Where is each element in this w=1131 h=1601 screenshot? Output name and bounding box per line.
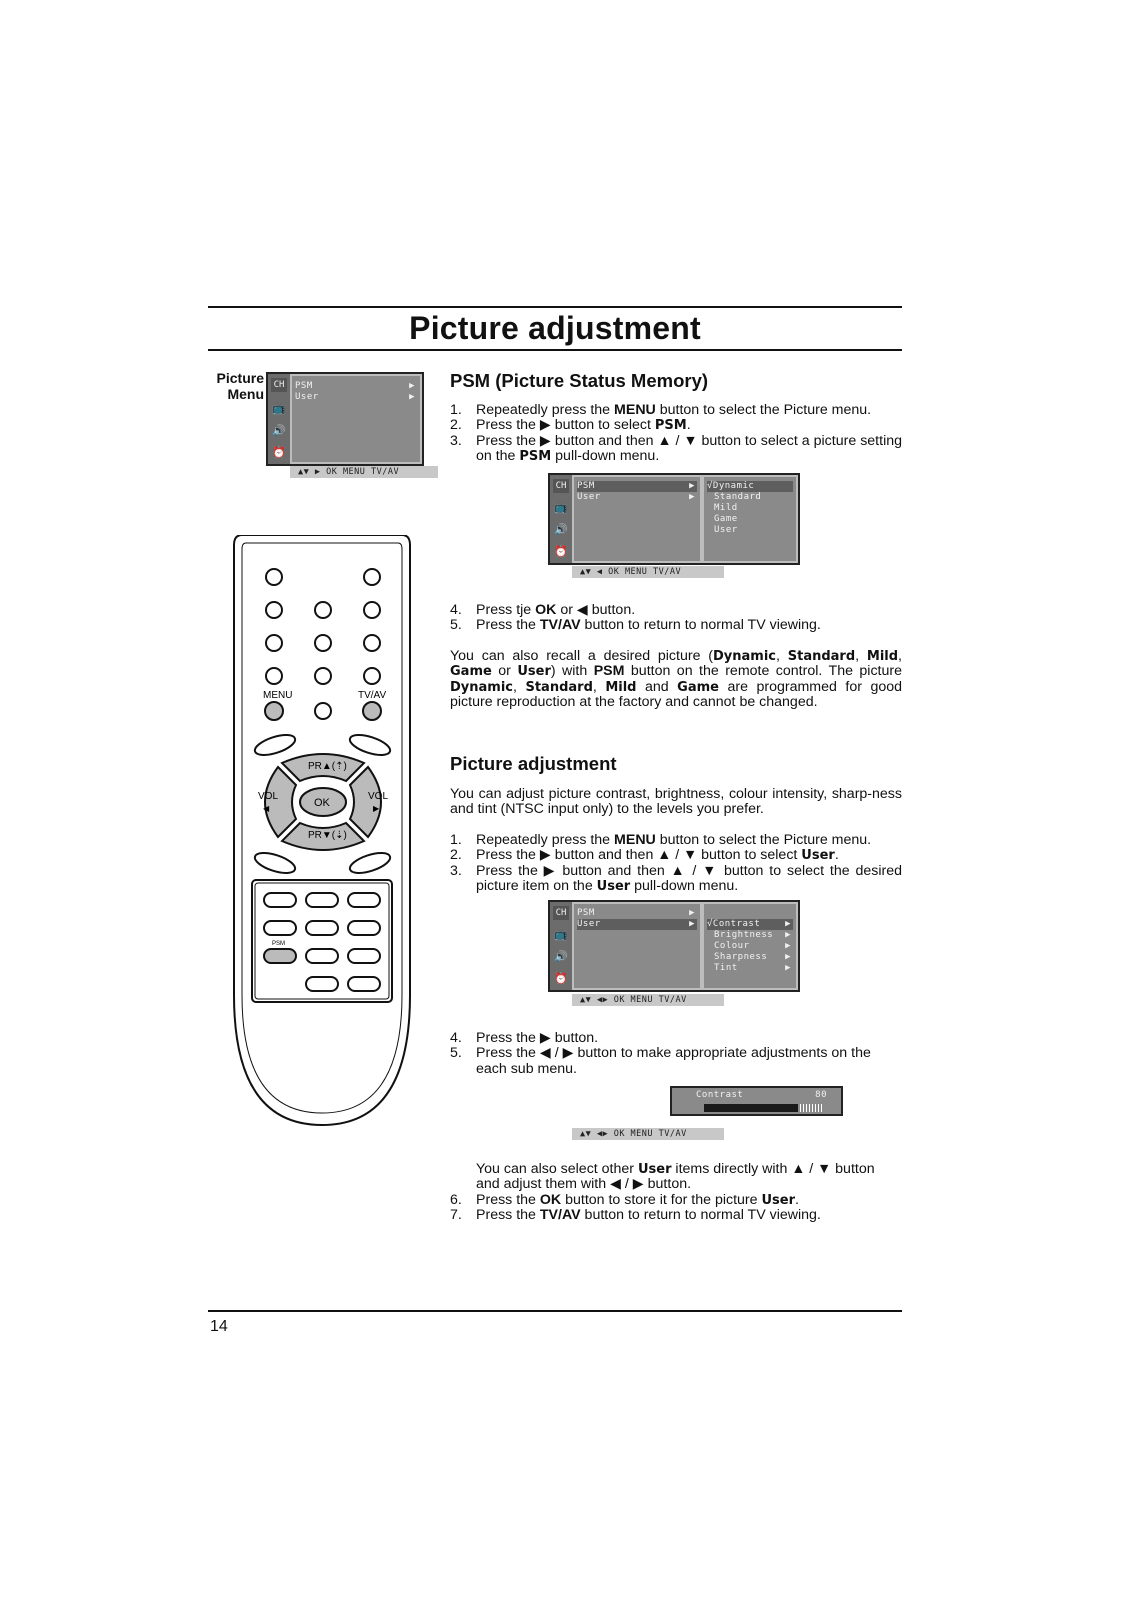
keypad-button — [264, 921, 296, 935]
adjustment-steps-2 — [450, 1031, 902, 1077]
osd-option-brightness: Brightness ▶ — [714, 930, 791, 940]
list-item: 7. Press the TV/AV button to return to normal TV viewing. — [450, 1207, 821, 1224]
osd-main-panel — [292, 376, 420, 462]
osd-option-tint: Tint ▶ — [714, 963, 791, 973]
osd-time-icon: ⏰ — [554, 973, 568, 985]
number-button — [266, 668, 282, 684]
adjustment-steps-1 — [450, 833, 902, 895]
osd-user-submenu — [704, 904, 796, 988]
list-item: 3. Press the ▶ button and then ▲ / ▼ button to select the desired picture item on the User pull-down menu. — [450, 862, 902, 895]
number-button — [266, 569, 282, 585]
list-item: You can also select other User items directly with ▲ / ▼ button and adjust them with ◀ / ▶ button. — [476, 1161, 875, 1193]
list-item: 1. Repeatedly press the MENU button to select the Picture menu. — [450, 402, 872, 418]
osd-nav-bar-4: ▲▼ ◀▶ OK MENU TV/AV — [572, 1128, 724, 1140]
osd-user-menu — [548, 900, 800, 992]
keypad-button — [306, 949, 338, 963]
list-item: 4. Press the ▶ button. — [450, 1030, 599, 1046]
keypad-button — [306, 893, 338, 907]
number-button — [364, 602, 380, 618]
number-button — [315, 602, 331, 618]
osd-sidebar — [268, 374, 290, 464]
number-button — [315, 703, 331, 719]
number-button — [315, 635, 331, 651]
psm-heading: PSM (Picture Status Memory) — [450, 370, 709, 391]
adjustment-steps-3 — [450, 1162, 902, 1224]
list-item: 6. Press the OK button to store it for the picture User. — [450, 1191, 799, 1208]
number-button — [266, 635, 282, 651]
keypad-button — [348, 921, 380, 935]
osd-option-user: User — [714, 525, 738, 535]
osd-contrast-box — [670, 1086, 843, 1116]
osd-sound-icon: 🔊 — [554, 524, 568, 536]
vol-left-arrow: ◀ — [263, 804, 270, 813]
osd-option-dynamic: √Dynamic — [707, 481, 793, 492]
tvav-label: TV/AV — [358, 690, 387, 701]
page-title: Picture adjustment — [409, 310, 701, 346]
menu-button — [265, 702, 283, 720]
osd-ch-icon: CH — [553, 479, 569, 493]
list-item: 3. Press the ▶ button and then ▲ / ▼ button to select a picture setting on the PSM pull-down menu. — [450, 432, 902, 465]
osd-time-icon: ⏰ — [554, 546, 568, 558]
contrast-label: Contrast — [696, 1090, 744, 1100]
osd-item-psm: PSM ▶ — [577, 481, 695, 491]
vol-right-arrow: ▶ — [373, 804, 380, 813]
number-button — [364, 569, 380, 585]
list-item: 4. Press tje OK or ◀ button. — [450, 602, 636, 618]
number-button — [315, 668, 331, 684]
osd-picture-menu — [266, 372, 424, 466]
osd-picture-icon: 📺 — [554, 502, 568, 514]
keypad-button — [348, 949, 380, 963]
osd-nav-bar-3: ▲▼ ◀▶ OK MENU TV/AV — [572, 994, 724, 1006]
osd-option-standard: Standard — [714, 492, 762, 502]
contrast-value: 80 — [815, 1090, 827, 1100]
picture-menu-label: Picture Menu — [216, 370, 264, 402]
osd-picture-icon: 📺 — [554, 929, 568, 941]
keypad-button — [264, 893, 296, 907]
vol-left-label: VOL — [258, 791, 279, 802]
osd-ch-icon: CH — [553, 906, 569, 920]
osd-item-psm: PSM ▶ — [295, 381, 415, 391]
list-item: 5. Press the ◀ / ▶ button to make appropriate adjustments on the each sub menu. — [450, 1045, 871, 1077]
osd-sound-icon: 🔊 — [272, 425, 286, 437]
pr-up-label: PR▲(⇡) — [308, 761, 347, 772]
remote-control — [230, 535, 415, 1135]
page-number: 14 — [210, 1318, 228, 1335]
osd-sound-icon: 🔊 — [554, 951, 568, 963]
psm-button — [264, 949, 296, 963]
osd-psm-submenu — [704, 477, 796, 561]
osd-item-user: User ▶ — [295, 392, 415, 402]
keypad-button — [306, 921, 338, 935]
psm-steps-1 — [450, 403, 902, 465]
top-rule — [208, 306, 902, 308]
list-item: 5. Press the TV/AV button to return to normal TV viewing. — [450, 617, 821, 634]
osd-sidebar — [550, 902, 572, 990]
osd-option-game: Game — [714, 514, 738, 524]
menu-label: MENU — [263, 690, 293, 701]
contrast-bar-fill — [704, 1104, 798, 1112]
tvav-button — [363, 702, 381, 720]
osd-psm-menu — [548, 473, 800, 565]
list-item: 2. Press the ▶ button and then ▲ / ▼ button to select User. — [450, 847, 839, 864]
adjustment-intro: You can adjust picture contrast, brightness, colour intensity, sharp-ness and tint (NTSC input only) to the levels you prefer. — [450, 786, 902, 818]
osd-item-psm: PSM ▶ — [577, 908, 695, 918]
osd-nav-bar-2: ▲▼ ◀ OK MENU TV/AV — [572, 566, 724, 578]
osd-picture-icon: 📺 — [272, 403, 286, 415]
osd-main-panel — [574, 477, 700, 561]
osd-item-user: User ▶ — [577, 492, 695, 502]
keypad-button — [306, 977, 338, 991]
list-item: 2. Press the ▶ button to select PSM. — [450, 417, 691, 434]
ok-label: OK — [314, 797, 330, 809]
osd-option-mild: Mild — [714, 503, 738, 513]
list-item: 1. Repeatedly press the MENU button to select the Picture menu. — [450, 832, 872, 848]
osd-sidebar — [550, 475, 572, 563]
psm-steps-2 — [450, 603, 902, 634]
pr-down-label: PR▼(⇣) — [308, 830, 347, 841]
psm-paragraph: You can also recall a desired picture (Dynamic, Standard, Mild, Game or User) with PSM button on the remote control. The picture Dynamic, Standard, Mild and Game are programmed for good picture reproduction at the factory and cannot be changed. — [450, 648, 903, 711]
number-button — [266, 602, 282, 618]
osd-option-contrast: √Contrast ▶ — [707, 919, 791, 929]
osd-option-sharpness: Sharpness ▶ — [714, 952, 791, 962]
keypad-button — [348, 893, 380, 907]
osd-ch-icon: CH — [271, 378, 287, 392]
psm-label: PSM — [272, 941, 286, 947]
vol-right-label: VOL — [368, 791, 389, 802]
footer-rule — [208, 1310, 902, 1312]
number-button — [364, 668, 380, 684]
osd-time-icon: ⏰ — [272, 447, 286, 459]
adjustment-heading: Picture adjustment — [450, 753, 617, 774]
osd-nav-bar-1: ▲▼ ▶ OK MENU TV/AV — [290, 466, 438, 478]
osd-option-colour: Colour ▶ — [714, 941, 791, 951]
osd-main-panel — [574, 904, 700, 988]
keypad-button — [348, 977, 380, 991]
title-rule — [208, 349, 902, 351]
number-button — [364, 635, 380, 651]
contrast-bar-track — [704, 1104, 822, 1112]
osd-item-user: User ▶ — [577, 919, 695, 929]
